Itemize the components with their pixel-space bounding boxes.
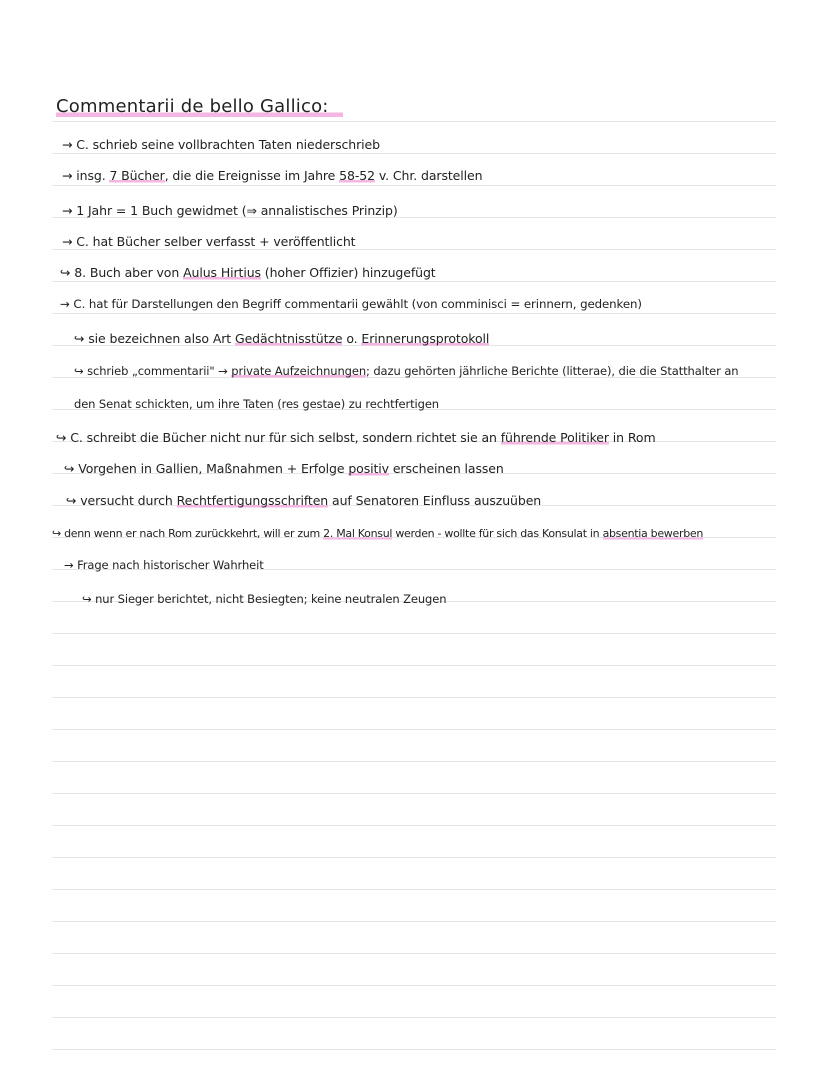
line-text: in Rom [608, 430, 656, 445]
line-text: ↪ denn wenn er nach Rom zurückkehrt, will er zum [52, 527, 324, 540]
highlighted-text: Erinnerungsprotokoll [361, 331, 490, 346]
highlighted-text: private Aufzeichnungen [231, 364, 367, 378]
page-right-margin [776, 0, 828, 1070]
line-text: v. Chr. darstellen [374, 168, 483, 183]
line-text: auf Senatoren Einfluss auszuüben [328, 493, 542, 508]
note-line-6: → C. hat für Darstellungen den Begriff commentarii gewählt (von comminisci = erinnern, gedenken) [60, 297, 642, 311]
note-line-12 [66, 493, 541, 508]
note-line-7 [74, 331, 489, 346]
highlighted-text: 7 Bücher [109, 168, 165, 183]
note-line-2 [62, 168, 482, 183]
line-text: o. [342, 331, 362, 346]
line-text: (hoher Offizier) hinzugefügt [260, 265, 436, 280]
highlighted-text: führende Politiker [500, 430, 609, 445]
line-text: erscheinen lassen [388, 461, 504, 476]
highlighted-text: Gedächtnisstütze [234, 331, 343, 346]
note-line-14: → Frage nach historischer Wahrheit [64, 558, 264, 572]
line-text: ↪ Vorgehen in Gallien, Maßnahmen + Erfolge [64, 461, 349, 476]
page-title: Commentarii de bello Gallico: [56, 96, 343, 117]
note-line-15: ↪ nur Sieger berichtet, nicht Besiegten; keine neutralen Zeugen [82, 592, 447, 606]
highlighted-text: Aulus Hirtius [183, 265, 261, 280]
note-line-1: → C. schrieb seine vollbrachten Taten niederschrieb [62, 137, 380, 152]
line-text: ↪ sie bezeichnen also Art [74, 331, 235, 346]
line-text: ↪ schrieb „commentarii" → [74, 364, 232, 378]
note-line-4: → C. hat Bücher selber verfasst + veröffentlicht [62, 234, 356, 249]
note-line-9: den Senat schickten, um ihre Taten (res gestae) zu rechtfertigen [74, 397, 439, 411]
line-text: ↪ C. schreibt die Bücher nicht nur für sich selbst, sondern richtet sie an [56, 430, 501, 445]
highlighted-text: 2. Mal Konsul [323, 527, 393, 540]
line-text: ↪ versucht durch [66, 493, 177, 508]
line-text: , die die Ereignisse im Jahre [164, 168, 340, 183]
note-line-10 [56, 430, 656, 445]
note-line-8 [74, 364, 738, 378]
highlighted-text: 58-52 [339, 168, 375, 183]
note-line-13 [52, 527, 703, 540]
highlighted-text: positiv [348, 461, 389, 476]
line-text: werden - wollte für sich das Konsulat in [392, 527, 603, 540]
page-left-margin [0, 0, 52, 1070]
line-text: → insg. [62, 168, 110, 183]
note-line-11 [64, 461, 504, 476]
page-top-margin [0, 0, 828, 90]
highlighted-text: absentia bewerben [602, 527, 704, 540]
highlighted-text: Rechtfertigungsschriften [176, 493, 329, 508]
note-line-3: → 1 Jahr = 1 Buch gewidmet (⇒ annalistisches Prinzip) [62, 203, 398, 218]
line-text: ; dazu gehörten jährliche Berichte (litterae), die die Statthalter an [366, 364, 739, 378]
line-text: ↪ 8. Buch aber von [60, 265, 184, 280]
note-line-5 [60, 265, 436, 280]
